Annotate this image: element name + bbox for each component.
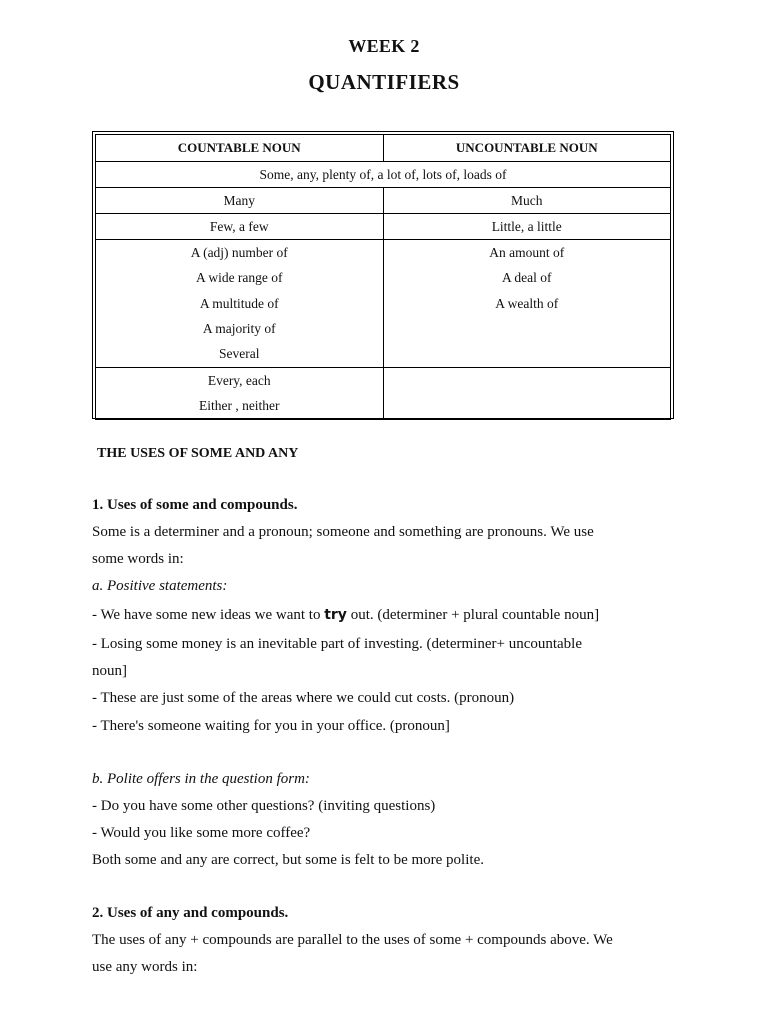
example-text: out. (determiner + plural countable noun]: [346, 607, 600, 623]
page-title: QUANTIFIERS: [308, 70, 460, 94]
example-line: - These are just some of the areas where we could cut costs. (pronoun): [92, 690, 515, 706]
table-row: [96, 162, 671, 188]
cell-line: A majority of: [202, 320, 276, 336]
example-line: - Do you have some other questions? (inviting questions): [92, 798, 436, 814]
part2-heading: 2. Uses of any and compounds.: [92, 905, 289, 921]
example-line: [92, 607, 599, 624]
paragraph-line: use any words in:: [92, 959, 198, 975]
example-line: noun]: [92, 663, 127, 679]
part1-heading: 1. Uses of some and compounds.: [92, 497, 298, 513]
cell-line: A (adj) number of: [190, 245, 288, 260]
example-text: - We have some new ideas we want to: [92, 607, 325, 623]
paragraph-line: some words in:: [92, 551, 184, 567]
uncountable-cell: Much: [383, 188, 671, 214]
header-uncountable: UNCOUNTABLE NOUN: [383, 135, 671, 162]
countable-cell: [96, 240, 384, 368]
note-line: Both some and any are correct, but some is felt to be more polite.: [92, 852, 484, 868]
cell-line: Every, each: [207, 373, 271, 388]
quantifiers-table: [92, 131, 674, 419]
table-row: [96, 188, 671, 214]
cell-line: A multitude of: [199, 295, 279, 311]
table-row: [96, 368, 671, 420]
table-row: [96, 214, 671, 240]
subheading-b: b. Polite offers in the question form:: [92, 771, 310, 787]
cell-line: A wealth of: [495, 295, 559, 311]
countable-cell: Few, a few: [96, 214, 384, 240]
emphasis-word: try: [324, 607, 347, 623]
table-header-row: [96, 135, 671, 162]
uncountable-cell: [383, 240, 671, 368]
cell-line: Either , neither: [198, 398, 280, 414]
paragraph-line: Some is a determiner and a pronoun; someone and something are pronouns. We use: [92, 524, 594, 540]
header-countable: COUNTABLE NOUN: [96, 135, 384, 162]
cell-line: Several: [219, 346, 260, 362]
cell-line: An amount of: [489, 245, 565, 260]
cell-line: A wide range of: [195, 270, 283, 286]
example-line: - Losing some money is an inevitable part of investing. (determiner+ uncountable: [92, 636, 582, 652]
section-heading: THE USES OF SOME AND ANY: [97, 446, 299, 461]
uncountable-cell: Little, a little: [383, 214, 671, 240]
uncountable-cell-empty: [383, 368, 671, 420]
subheading-a: a. Positive statements:: [92, 578, 228, 594]
countable-cell: Many: [96, 188, 384, 214]
example-line: - There's someone waiting for you in your office. (pronoun]: [92, 718, 450, 734]
table-row: [96, 240, 671, 368]
example-line: - Would you like some more coffee?: [92, 825, 311, 841]
paragraph-line: The uses of any + compounds are parallel to the uses of some + compounds above. We: [92, 932, 613, 948]
countable-cell: [96, 368, 384, 420]
cell-line: A deal of: [502, 270, 552, 286]
shared-quantifiers-cell: Some, any, plenty of, a lot of, lots of, loads of: [96, 162, 671, 188]
week-heading: WEEK 2: [348, 36, 420, 56]
